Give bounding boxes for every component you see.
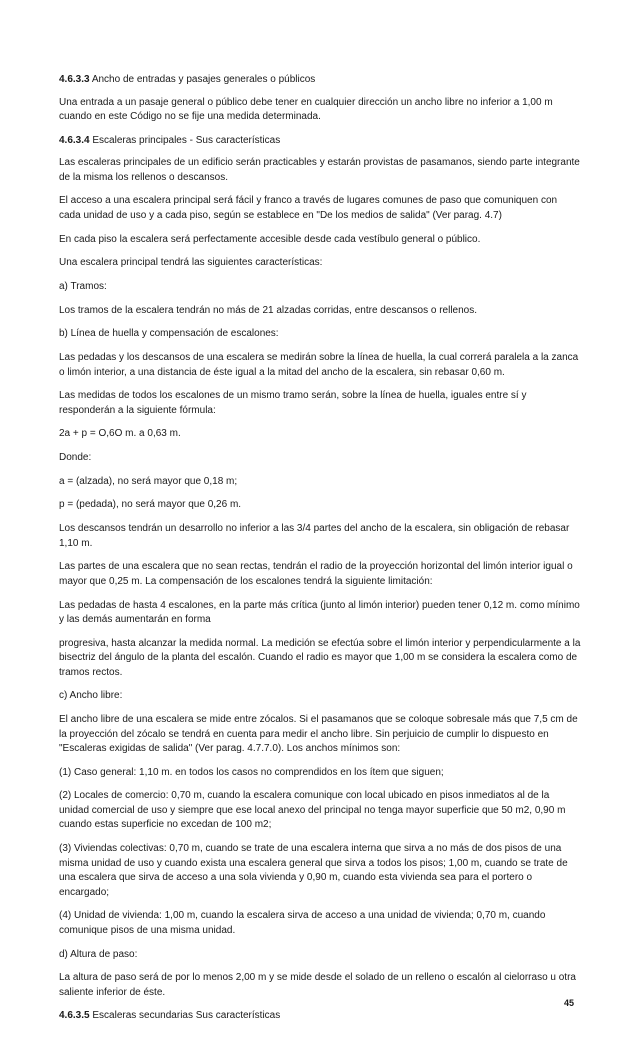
paragraph: Donde: bbox=[59, 452, 92, 464]
paragraph: El acceso a una escalera principal será fácil y franco a través de lugares comunes de paso que comuniquen con cada unidad de uso y a cada piso, según se establece en "De los medios de salida" (Ver parag. 4.7) bbox=[59, 195, 558, 221]
paragraph: Las pedadas de hasta 4 escalones, en la parte más crítica (junto al limón interior) pueden tener 0,12 m. como mínimo y las demás aumentarán en forma bbox=[59, 599, 580, 625]
list-subheading: c) Ancho libre: bbox=[59, 690, 123, 702]
section-heading-4-6-3-5 bbox=[59, 1009, 581, 1024]
formula-term: p = (pedada), no será mayor que 0,26 m. bbox=[59, 499, 242, 511]
list-subheading: a) Tramos: bbox=[59, 280, 107, 292]
paragraph: Las partes de una escalera que no sean rectas, tendrán el radio de la proyección horizontal del limón interior igual o mayor que 0,25 m. La compensación de los escalones tendrá la siguiente limitación: bbox=[59, 561, 573, 587]
formula-term: a = (alzada), no será mayor que 0,18 m; bbox=[59, 475, 238, 487]
page-number: 45 bbox=[564, 998, 575, 1008]
list-subheading: d) Altura de paso: bbox=[59, 948, 138, 960]
formula: 2a + p = O,6O m. a 0,63 m. bbox=[59, 428, 181, 440]
list-item: (1) Caso general: 1,10 m. en todos los casos no comprendidos en los ítem que siguen; bbox=[59, 766, 444, 778]
list-item: (3) Viviendas colectivas: 0,70 m, cuando se trate de una escalera interna que sirva a no más de dos pisos de una misma unidad de uso y cuando exista una escalera general que sirva a todos los pisos; 1,00 m, cuando se trate de una escalera que sirva de acceso a una sola vivienda y 0,90 m, cuando esta vivienda sea para el portero o encargado; bbox=[59, 843, 568, 898]
section-title: Escaleras secundarias Sus características bbox=[89, 1010, 281, 1022]
paragraph: Los tramos de la escalera tendrán no más de 21 alzadas corridas, entre descansos o rellenos. bbox=[59, 304, 478, 316]
paragraph: El ancho libre de una escalera se mide entre zócalos. Si el pasamanos que se coloque sobresale más que 7,5 cm de la proyección del zócalo se tendrá en cuenta para medir el ancho libre. Sin perjuicio de cumplir lo dispuesto en "Escaleras exigidas de salida" (Ver parag. 4.7.7.0). Los anchos mínimos son: bbox=[59, 714, 578, 755]
list-subheading: b) Línea de huella y compensación de escalones: bbox=[59, 328, 279, 340]
paragraph: La altura de paso será de por lo menos 2,00 m y se mide desde el solado de un relleno o escalón al cielorraso u otra saliente inferior de éste. bbox=[59, 972, 576, 998]
section-number: 4.6.3.4 bbox=[59, 134, 90, 146]
section-title: Ancho de entradas y pasajes generales o públicos bbox=[89, 74, 316, 85]
paragraph: Las medidas de todos los escalones de un mismo tramo serán, sobre la línea de huella, iguales entre sí y responderán a la siguiente fórmula: bbox=[59, 390, 527, 416]
section-number: 4.6.3.3 bbox=[59, 74, 90, 85]
section-title: Escaleras principales - Sus características bbox=[89, 134, 281, 146]
list-item: (4) Unidad de vivienda: 1,00 m, cuando la escalera sirva de acceso a una unidad de vivienda; 0,70 m, cuando comunique pisos de una misma unidad. bbox=[59, 910, 546, 936]
paragraph: Una entrada a un pasaje general o público debe tener en cualquier dirección un ancho libre no inferior a 1,00 m cuando en este Código no se fije una medida determinada. bbox=[59, 96, 553, 122]
paragraph: progresiva, hasta alcanzar la medida normal. La medición se efectúa sobre el limón interior y perpendicularmente a la bisectriz del ángulo de la planta del escalón. Cuando el radio es mayor que 1,00 m se considera la escalera como de tramos rectos. bbox=[59, 637, 581, 678]
paragraph: Una escalera principal tendrá las siguientes características: bbox=[59, 257, 323, 269]
section-heading-4-6-3-3 bbox=[59, 73, 581, 88]
section-heading-4-6-3-4 bbox=[59, 134, 581, 149]
section-number: 4.6.3.5 bbox=[59, 1010, 90, 1022]
paragraph: Los descansos tendrán un desarrollo no inferior a las 3/4 partes del ancho de la escalera, sin obligación de rebasar 1,10 m. bbox=[59, 523, 570, 549]
list-item: (2) Locales de comercio: 0,70 m, cuando la escalera comunique con local ubicado en pisos inmediatos al de la unidad comercial de uso y siempre que ese local anexo del principal no tenga mayor superficie que 50 m2, 0,90 m cuando estas superficie no excedan de 100 m2; bbox=[59, 790, 566, 831]
document-page bbox=[59, 73, 581, 1032]
paragraph: Las escaleras principales de un edificio serán practicables y estarán provistas de pasamanos, siendo parte integrante de la misma los rellenos o descansos. bbox=[59, 157, 580, 183]
paragraph: Las pedadas y los descansos de una escalera se medirán sobre la línea de huella, la cual correrá paralela a la zanca o limón interior, a una distancia de éste igual a la mitad del ancho de la escalera, sin rebasar 0,60 m. bbox=[59, 352, 579, 378]
paragraph: En cada piso la escalera será perfectamente accesible desde cada vestíbulo general o público. bbox=[59, 233, 481, 245]
